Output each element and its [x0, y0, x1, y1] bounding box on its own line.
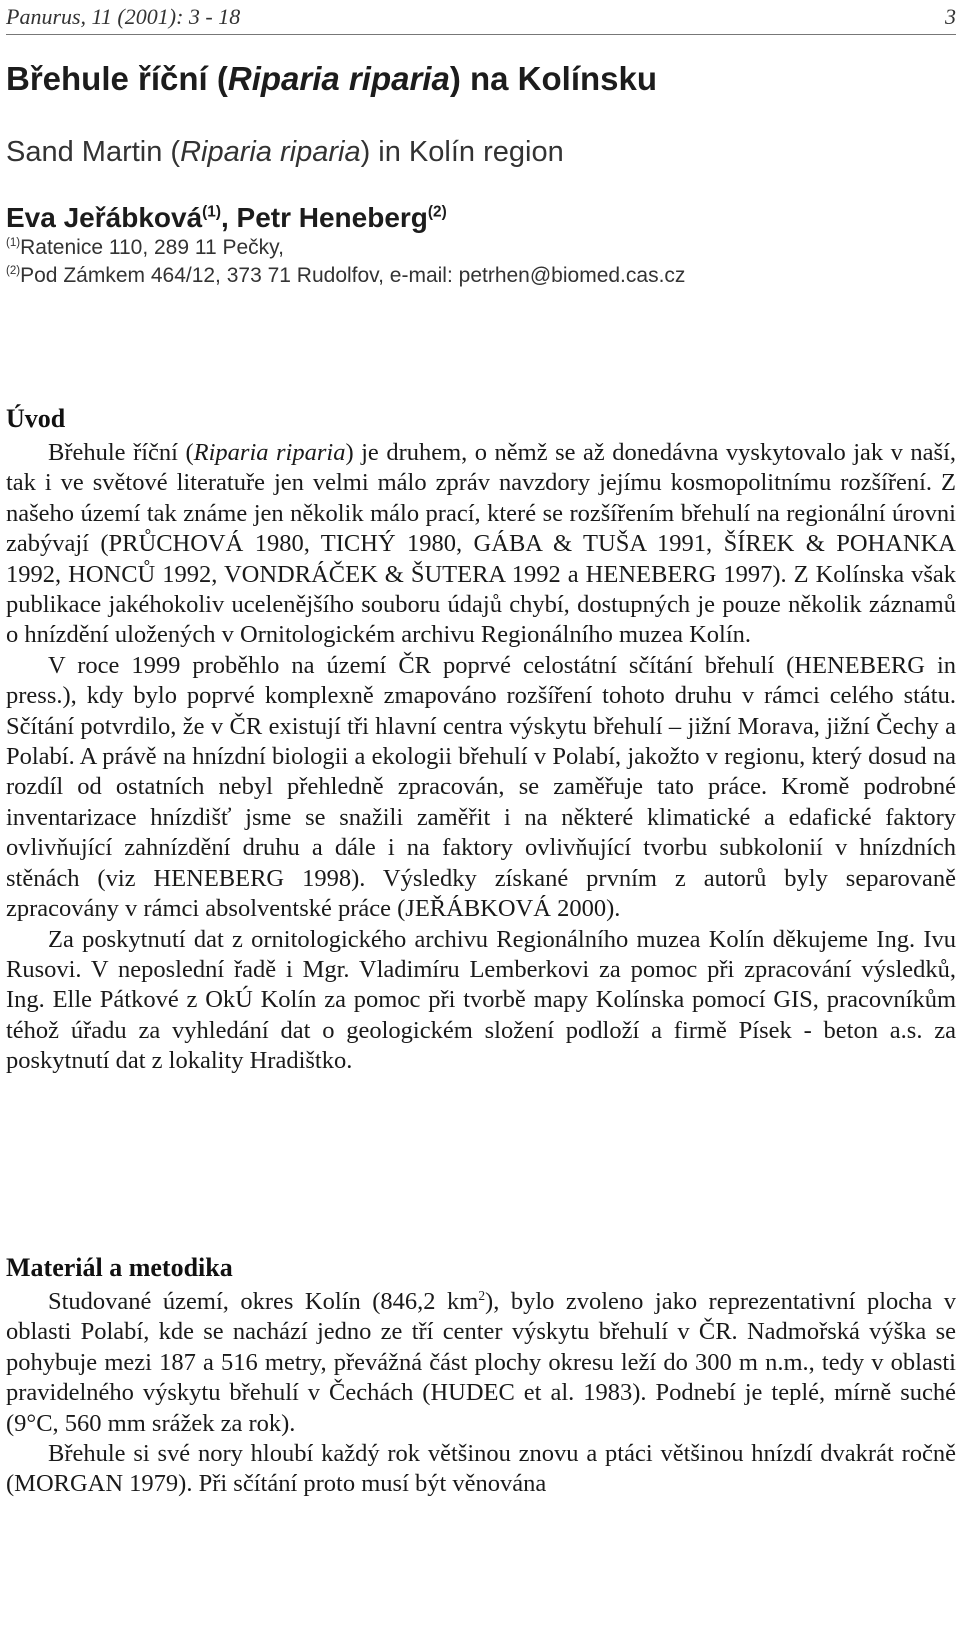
paragraph: V roce 1999 proběhlo na území ČR poprvé celostátní sčítání břehulí (HENEBERG in press.), kdy bylo poprvé komplexně zmapováno rozšíření tohoto druhu v rámci celého státu. Sčítání potvrdilo, že v ČR existují tři hlavní centra výskytu břehulí – jižní Morava, jižní Čechy a Polabí. A právě na hnízdní biologii a ekologii břehulí v Polabí, jakožto v regionu, který dosud na rozdíl od ostatních nebyl přehledně zpracován, se zaměřuje tato práce. Kromě podrobné inventarizace hnízdišť jsme se snažili zaměřit i na některé klimatické a edafické faktory ovlivňující zahnízdění druhu a dále i na faktory ovlivňující tvorbu subkolonií v hnízdních stěnách (viz HENEBERG 1998). Výsledky získané prvním z autorů byly separovaně zpracovány v rámci absolventské práce (JEŘÁBKOVÁ 2000). — [6, 651, 956, 923]
title-prefix: Břehule říční ( — [6, 60, 228, 97]
affiliation-2 — [6, 264, 685, 288]
affiliation-1 — [6, 236, 284, 260]
header-rule — [6, 34, 956, 35]
author-affiliation-marker: (1) — [202, 203, 221, 221]
paragraph-text: ) je druhem, o němž se až donedávna vyskytovalo jak v naší, tak i ve světové literatuře jen velmi málo zpráv navzdory jejímu kosmopolitnímu rozšíření. Z našeho území tak známe jen několik málo prací, které se rozšířením břehulí na regionální úrovni zabývají (PRŮCHOVÁ 1980, TICHÝ 1980, GÁBA & TUŠA 1991, ŠÍREK & POHANKA 1992, HONCŮ 1992, VONDRÁČEK & ŠUTERA 1992 a HENEBERG 1997). Z Kolínska však publikace jakéhokoliv ucelenějšího souboru údajů chybí, dostupných je pouze několik záznamů o hnízdění uložených v Ornitologickém archivu Regionálního muzea Kolín. — [6, 439, 956, 649]
paragraph-text: Studované území, okres Kolín (846,2 km — [48, 1288, 479, 1315]
section-heading-material: Materiál a metodika — [6, 1253, 233, 1282]
affiliation-text: Pod Zámkem 464/12, 373 71 Rudolfov, e-mail: petrhen@biomed.cas.cz — [20, 264, 686, 287]
author-name: Eva Jeřábková — [6, 202, 203, 233]
paragraph-text: Břehule říční ( — [48, 439, 194, 466]
paragraph — [6, 438, 956, 651]
subtitle-suffix: ) in Kolín region — [360, 136, 564, 168]
title-suffix: ) na Kolínsku — [449, 60, 658, 97]
subtitle-latin-name: Riparia riparia — [180, 136, 361, 168]
author-separator: , — [220, 202, 237, 233]
latin-name: Riparia riparia — [193, 439, 346, 466]
author-list — [6, 202, 447, 234]
affiliation-marker: (1) — [6, 237, 21, 249]
subtitle-prefix: Sand Martin ( — [6, 136, 181, 168]
running-header — [6, 4, 956, 34]
affiliation-text: Ratenice 110, 289 11 Pečky, — [20, 236, 284, 259]
article-title — [6, 60, 657, 98]
paragraph — [6, 1287, 956, 1439]
section-heading-uvod: Úvod — [6, 404, 66, 433]
paragraph: Za poskytnutí dat z ornitologického archivu Regionálního muzea Kolín děkujeme Ing. Ivu Rusovi. V neposlední řadě i Mgr. Vladimíru Lemberkovi za pomoc při zpracování výsledků, Ing. Elle Pátkové z OkÚ Kolín za pomoc při tvorbě mapy Kolínska pomocí GIS, pracovníkům téhož úřadu za vyhledání dat o geologickém složení podloží a firmě Písek - beton a.s. za poskytnutí dat z lokality Hradištko. — [6, 925, 956, 1075]
article-subtitle — [6, 136, 564, 169]
author-name: Petr Heneberg — [236, 202, 428, 233]
title-latin-name: Riparia riparia — [227, 60, 450, 97]
author-affiliation-marker: (2) — [427, 203, 447, 221]
journal-citation: Panurus, 11 (2001): 3 - 18 — [6, 4, 241, 29]
page-number: 3 — [945, 4, 956, 29]
section-body-material — [6, 1287, 956, 1500]
paragraph: Břehule si své nory hloubí každý rok většinou znovu a ptáci většinou hnízdí dvakrát ročně (MORGAN 1979). Při sčítání proto musí být věnována — [6, 1440, 956, 1498]
paragraph-text: ), bylo zvoleno jako reprezentativní plocha v oblasti Polabí, kde se nachází jedno ze tří center výskytu břehulí v ČR. Nadmořská výška se pohybuje mezi 187 a 516 metry, převážná část plochy okresu leží do 300 m n.m., tedy v oblasti pravidelného výskytu břehulí v Čechách (HUDEC et al. 1983). Podnebí je teplé, mírně suché (9°C, 560 mm srážek za rok). — [6, 1288, 956, 1437]
superscript: 2 — [478, 1287, 486, 1303]
affiliation-marker: (2) — [6, 265, 21, 277]
section-body-uvod — [6, 438, 956, 1077]
